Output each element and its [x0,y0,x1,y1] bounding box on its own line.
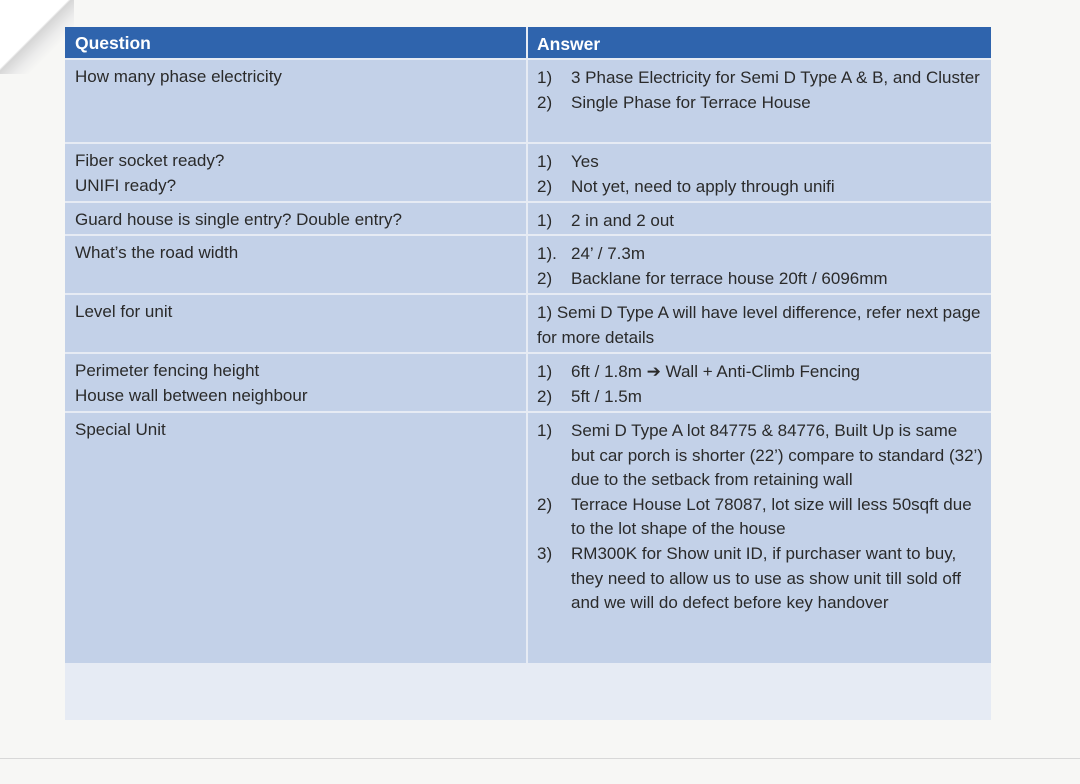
question-text: UNIFI ready? [75,175,177,195]
question-text: Fiber socket ready? [75,151,225,170]
answer-text: 5ft / 1.5m [571,386,642,406]
answer-cell [528,413,991,663]
answer-list [537,360,983,409]
question-cell [65,203,526,234]
answer-item [537,242,983,267]
table-row [65,295,991,352]
empty-cell [65,665,526,720]
question-text: Level for unit [75,302,173,321]
answer-text: 24’ / 7.3m [571,244,646,263]
answer-text: RM300K for Show unit ID, if purchaser want to buy, they need to allow us to use as show unit till sold off and we will do defect before key handover [571,543,961,613]
table-row [65,413,991,663]
answer-list [537,242,983,291]
table-row [65,144,991,201]
page-corner-fold [0,0,74,74]
answer-item [537,175,983,200]
answer-list [537,419,983,616]
answer-text: Not yet, need to apply through unifi [571,176,835,196]
empty-table-row [65,665,991,720]
answer-number: 1) [537,152,553,171]
answer-item [537,360,983,385]
answer-cell [528,236,991,293]
table-row [65,203,991,234]
answer-text: Yes [571,152,599,171]
header-answer-label: Answer [537,34,601,54]
page-bottom-edge [0,758,1080,759]
answer-list [537,66,983,115]
answer-item [537,385,983,410]
answer-number: 2) [537,176,553,196]
question-text: What’s the road width [75,243,239,262]
empty-cell [528,665,991,720]
table-row [65,60,991,142]
answer-cell [528,60,991,142]
question-text: Guard house is single entry? Double entry? [75,210,402,229]
answer-list [537,150,983,199]
answer-list [537,209,983,234]
question-cell [65,413,526,663]
header-answer-cell [528,27,991,58]
answer-item [537,91,983,116]
table-row [65,354,991,411]
answer-number: 2) [537,494,553,514]
answer-text: Terrace House Lot 78087, lot size will less 50sqft due to the lot shape of the house [571,494,972,539]
answer-cell [528,144,991,201]
question-text: How many phase electricity [75,67,282,86]
answer-number: 2) [537,386,553,406]
question-cell [65,295,526,352]
question-text: Special Unit [75,420,166,439]
answer-number: 2) [537,268,553,288]
table-header-row [65,27,991,58]
answer-number: 2) [537,92,553,112]
question-cell [65,144,526,201]
answer-cell [528,295,991,352]
answer-text: 1) Semi D Type A will have level difference, refer next page for more details [537,303,981,347]
question-cell [65,354,526,411]
answer-text: Backlane for terrace house 20ft / 6096mm [571,268,888,288]
qa-table [65,27,991,720]
answer-number: 1) [537,211,553,230]
header-question-cell [65,27,526,58]
answer-item [537,542,983,616]
answer-text: 6ft / 1.8m ➔ Wall + Anti-Climb Fencing [571,362,861,381]
answer-text: Single Phase for Terrace House [571,92,811,112]
answer-number: 1). [537,244,557,263]
answer-text: Semi D Type A lot 84775 & 84776, Built Up is same but car porch is shorter (22’) compare to standard (32’) due to the setback from retaining wall [571,421,983,490]
header-question-label: Question [75,33,151,53]
question-cell [65,236,526,293]
answer-cell [528,354,991,411]
question-cell [65,60,526,142]
answer-number: 3) [537,543,553,563]
answer-item [537,66,983,91]
answer-item [537,267,983,292]
question-text: Perimeter fencing height [75,361,260,380]
answer-item [537,493,983,542]
answer-item [537,209,983,234]
answer-text: 2 in and 2 out [571,211,675,230]
answer-number: 1) [537,421,553,440]
answer-item [537,419,983,493]
question-text: House wall between neighbour [75,385,308,405]
answer-text: 3 Phase Electricity for Semi D Type A & B, and Cluster [571,68,980,87]
answer-cell [528,203,991,234]
answer-number: 1) [537,68,553,87]
answer-number: 1) [537,362,553,381]
answer-item [537,150,983,175]
table-row [65,236,991,293]
